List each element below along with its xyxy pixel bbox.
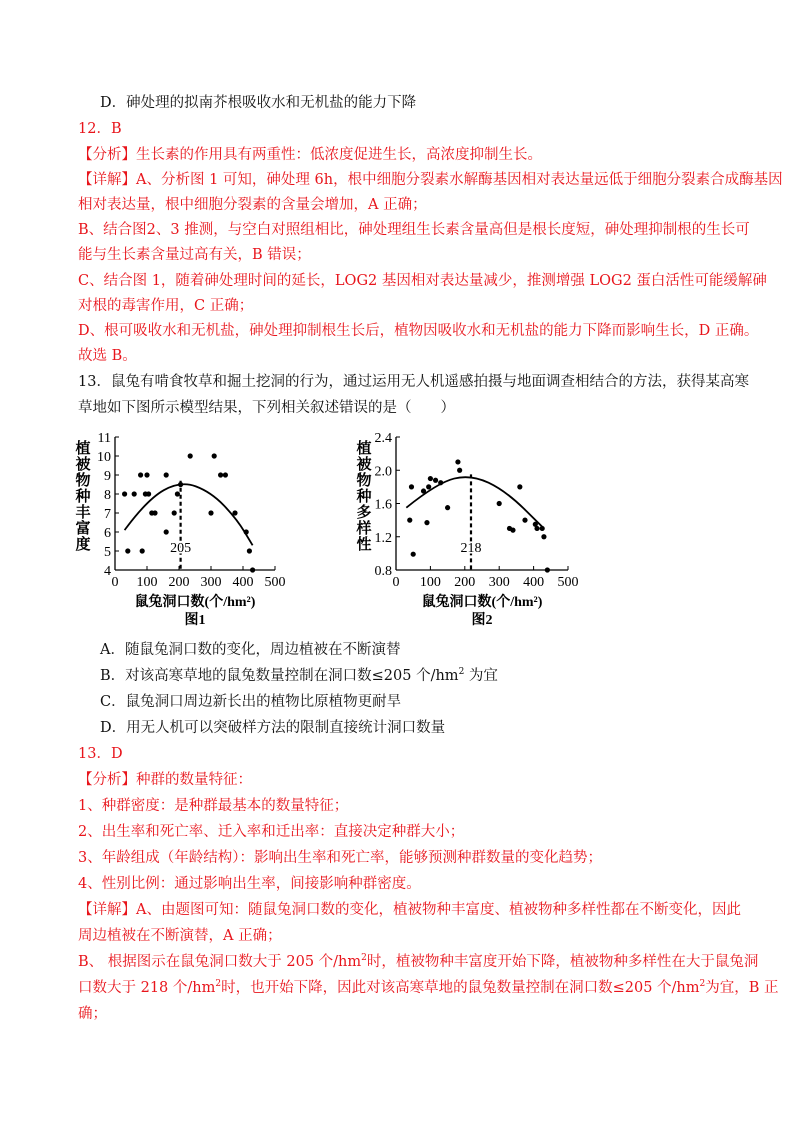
q12-answer: 12．B [78, 121, 122, 137]
q13-point-3: 3、年龄组成（年龄结构）：影响出生率和死亡率，能够预测种群数量的变化趋势； [78, 850, 602, 866]
q12-detail-c1: C、结合图 1，随着砷处理时间的延长，LOG2 基因相对表达量减少，推测增强 LOG2 蛋白活性可能缓解砷 [78, 273, 767, 289]
q12-detail-b1: B、结合图2、3 推测，与空白对照组相比，砷处理组生长素含量高但是根长度短，砷处理抑制根的生长可 [78, 222, 750, 238]
data-point [152, 510, 157, 515]
y-axis-label-char: 富 [75, 521, 91, 537]
q13-point-4: 4、性别比例：通过影响出生率，间接影响种群密度。 [78, 876, 421, 892]
x-axis-label: 鼠兔洞口数(个/hm²) [421, 595, 543, 610]
q12-detail-c2: 对根的毒害作用，C 正确； [78, 298, 254, 314]
data-point [223, 472, 228, 477]
data-point [125, 548, 130, 553]
q13-detail-b2: 口数大于 218 个$/hm^2$时，也开始下降，因此对该高寒草地的鼠兔数量控制在洞口数≤205 个$/hm^2$为宜，B 正 [78, 979, 779, 996]
figure-title: 图2 [471, 613, 493, 628]
y-axis-label-char: 多 [356, 505, 372, 521]
y-tick-label: 11 [97, 431, 111, 446]
y-axis-label-char: 度 [75, 537, 91, 553]
data-point [438, 480, 443, 485]
data-point [232, 510, 237, 515]
y-axis-label-char: 种 [356, 489, 372, 505]
q13-option-b: B．对该高寒草地的鼠兔数量控制在洞口数≤205 个$/hm^2$ 为宜 [100, 667, 498, 684]
x-tick-label: 0 [111, 575, 119, 590]
y-tick-label: 2.4 [374, 431, 392, 446]
q13-detail-b1: B、 根据图示在鼠兔洞口数大于 205 个$/hm^2$时，植被物种丰富度开始下降，植被物种多样性在大于鼠兔洞 [78, 953, 759, 970]
q12-detail-d2: 故选 B。 [78, 348, 137, 364]
data-point [545, 567, 550, 572]
data-point [247, 548, 252, 553]
y-axis-label-char: 植 [356, 441, 372, 457]
data-point [218, 472, 223, 477]
q12-detail-b2: 能与生长素含量过高有关，B 错误； [78, 247, 311, 263]
y-tick-label: 7 [104, 507, 111, 522]
q13-stem-2: 草地如下图所示模型结果，下列相关叙述错误的是（ ） [78, 400, 455, 416]
y-tick-label: 1.2 [374, 530, 392, 546]
figure-2-chart [340, 422, 580, 632]
peak-annotation: 205 [170, 541, 192, 556]
data-point [146, 491, 151, 496]
q12-analysis: 【分析】生长素的作用具有两重性：低浓度促进生长，高浓度抑制生长。 [78, 147, 542, 163]
data-point [409, 484, 414, 489]
y-tick-label: 10 [97, 450, 111, 465]
data-point [208, 510, 213, 515]
data-point [445, 505, 450, 510]
data-point [411, 552, 416, 557]
y-axis-label-char: 样 [356, 521, 372, 537]
data-point [534, 526, 539, 531]
data-point [188, 453, 193, 458]
x-tick-label: 0 [392, 575, 400, 590]
x-tick-label: 400 [523, 575, 545, 590]
figure-1-chart [70, 422, 300, 632]
data-point [164, 529, 169, 534]
data-point [132, 491, 137, 496]
y-axis-label-char: 丰 [75, 505, 91, 521]
y-axis-label-char: 被 [75, 457, 91, 473]
x-tick-label: 200 [454, 575, 476, 590]
data-point [517, 484, 522, 489]
q13-detail-b3: 确； [78, 1006, 107, 1022]
data-point [424, 520, 429, 525]
x-tick-label: 400 [232, 575, 254, 590]
q13-detail-a1: 【详解】A、由题图可知：随鼠兔洞口数的变化，植被物种丰富度、植被物种多样性都在不断变化，因此 [78, 902, 741, 918]
data-point [421, 488, 426, 493]
q11-option-d: D．砷处理的拟南芥根吸收水和无机盐的能力下降 [100, 95, 417, 111]
y-tick-label: 6 [104, 526, 111, 541]
q13-point-2: 2、出生率和死亡率、迁入率和迁出率：直接决定种群大小； [78, 824, 465, 840]
x-tick-label: 300 [200, 575, 222, 590]
figure-2 [340, 422, 580, 636]
y-tick-label: 4 [104, 564, 111, 579]
y-tick-label: 2.0 [374, 464, 392, 480]
q12-detail-d1: D、根可吸收水和无机盐，砷处理抑制根生长后，植物因吸收水和无机盐的能力下降而影响生长，D 正确。 [78, 323, 759, 339]
data-point [457, 468, 462, 473]
q13-analysis: 【分析】种群的数量特征： [78, 772, 252, 788]
data-point [244, 529, 249, 534]
x-tick-label: 500 [557, 575, 579, 590]
q13-point-1: 1、种群密度：是种群最基本的数量特征； [78, 798, 349, 814]
figure-title: 图1 [184, 613, 206, 628]
x-tick-label: 300 [488, 575, 510, 590]
y-tick-label: 0.8 [374, 564, 392, 579]
y-tick-label: 5 [104, 545, 111, 560]
peak-annotation: 218 [460, 541, 482, 556]
y-axis-label-char: 性 [356, 537, 372, 553]
data-point [510, 528, 515, 533]
y-axis-label-char: 物 [75, 473, 91, 489]
y-axis-label-char: 植 [75, 441, 91, 457]
x-tick-label: 100 [419, 575, 441, 590]
q13-option-a: A．随鼠兔洞口数的变化，周边植被在不断演替 [100, 642, 401, 658]
x-tick-label: 200 [168, 575, 190, 590]
data-point [172, 510, 177, 515]
y-axis-label-char: 被 [356, 457, 372, 473]
data-point [212, 453, 217, 458]
y-tick-label: 9 [104, 469, 111, 484]
q13-answer: 13．D [78, 746, 123, 762]
data-point [522, 518, 527, 523]
data-point [178, 482, 183, 487]
q13-detail-a2: 周边植被在不断演替，A 正确； [78, 928, 282, 944]
q12-detail-a2: 相对表达量，根中细胞分裂素的含量会增加，A 正确； [78, 197, 427, 213]
data-point [428, 476, 433, 481]
y-axis-label-char: 种 [75, 489, 91, 505]
data-point [140, 548, 145, 553]
q13-option-c: C．鼠兔洞口周边新长出的植物比原植物更耐旱 [100, 694, 402, 710]
y-tick-label: 1.6 [374, 497, 392, 513]
data-point [144, 472, 149, 477]
data-point [497, 501, 502, 506]
data-point [426, 484, 431, 489]
figure-1 [70, 422, 300, 636]
data-point [250, 567, 255, 572]
data-point [455, 459, 460, 464]
data-point [138, 472, 143, 477]
data-point [540, 526, 545, 531]
x-axis-label: 鼠兔洞口数(个/hm²) [134, 595, 256, 610]
x-tick-label: 100 [136, 575, 158, 590]
q13-option-d: D．用无人机可以突破样方法的限制直接统计洞口数量 [100, 720, 446, 736]
y-axis-label-char: 物 [356, 473, 372, 489]
y-tick-label: 8 [104, 488, 111, 503]
data-point [122, 491, 127, 496]
q13-stem-1: 13．鼠兔有啃食牧草和掘土挖洞的行为，通过运用无人机遥感拍摄与地面调查相结合的方法，获得某高寒 [78, 374, 749, 390]
data-point [407, 518, 412, 523]
x-tick-label: 500 [264, 575, 286, 590]
data-point [433, 478, 438, 483]
data-point [164, 472, 169, 477]
q12-detail-a1: 【详解】A、分析图 1 可知，砷处理 6h，根中细胞分裂素水解酶基因相对表达量远低于细胞分裂素合成酶基因 [78, 172, 783, 188]
data-point [541, 534, 546, 539]
data-point [175, 491, 180, 496]
